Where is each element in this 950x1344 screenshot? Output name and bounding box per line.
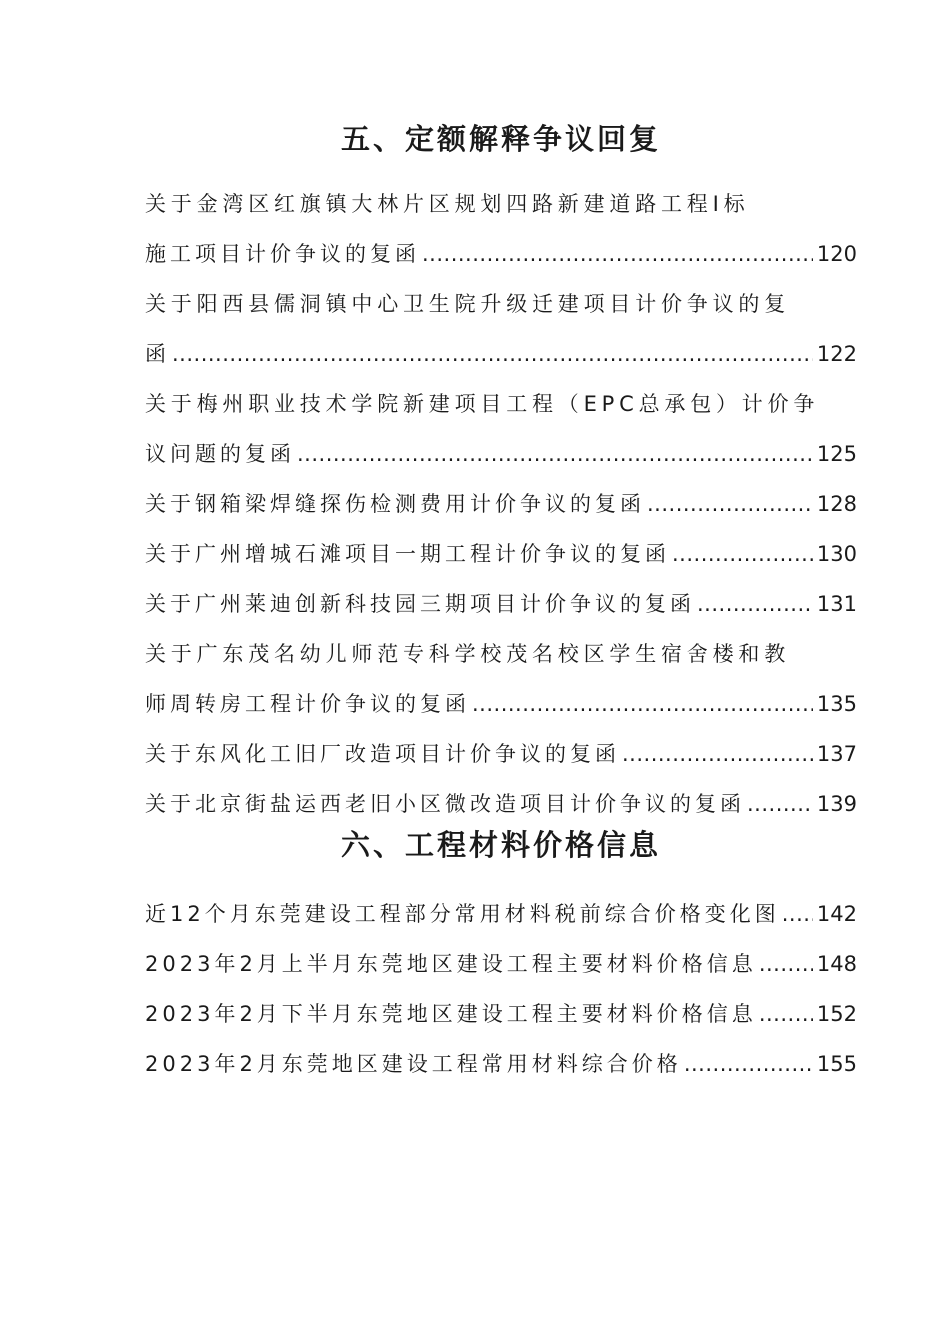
- toc-entry-line: [145, 320, 857, 370]
- toc-entry-line: [145, 670, 857, 720]
- toc-entry[interactable]: [145, 770, 857, 820]
- toc-page-number: 128: [816, 492, 857, 516]
- toc-entry-line: [145, 620, 857, 670]
- toc-page-number: 139: [816, 792, 857, 816]
- toc-entry-text: 关于北京街盐运西老旧小区微改造项目计价争议的复函: [145, 792, 745, 816]
- toc-leader-dots: [647, 488, 813, 520]
- toc-entry-line: [145, 220, 857, 270]
- toc-entry-text: 函: [145, 342, 170, 366]
- toc-entry-text: 关于广州增城石滩项目一期工程计价争议的复函: [145, 542, 670, 566]
- toc-entry[interactable]: [145, 1030, 857, 1080]
- toc-entry-text: 2023年2月上半月东莞地区建设工程主要材料价格信息: [145, 952, 757, 976]
- toc-entry-text: 2023年2月下半月东莞地区建设工程主要材料价格信息: [145, 1002, 757, 1026]
- toc-leader-dots: [672, 538, 813, 570]
- toc-entry-text: 施工项目计价争议的复函: [145, 242, 420, 266]
- toc-entry-line: [145, 420, 857, 470]
- section-title: 五、定额解释争议回复: [340, 122, 661, 156]
- toc-page-number: 135: [816, 692, 857, 716]
- toc-leader-dots: [422, 238, 813, 270]
- toc-page-number: 131: [816, 592, 857, 616]
- toc-entry[interactable]: [145, 930, 857, 980]
- toc-leader-dots: [782, 898, 813, 930]
- toc-entry[interactable]: [145, 980, 857, 1030]
- toc-page-number: 122: [816, 342, 857, 366]
- toc-entry-text: 关于广州莱迪创新科技园三期项目计价争议的复函: [145, 592, 695, 616]
- toc-leader-dots: [697, 588, 813, 620]
- toc-page-number: 120: [816, 242, 857, 266]
- toc-leader-dots: [297, 438, 813, 470]
- toc-entry[interactable]: [145, 170, 857, 270]
- toc-entry[interactable]: [145, 520, 857, 570]
- toc-leader-dots: [759, 948, 813, 980]
- toc-entry-text: 关于阳西县儒洞镇中心卫生院升级迁建项目计价争议的复: [145, 292, 790, 316]
- toc-leader-dots: [622, 738, 813, 770]
- toc-entry[interactable]: [145, 370, 857, 470]
- toc-entry-text: 关于梅州职业技术学院新建项目工程（EPC总承包）计价争: [145, 392, 820, 416]
- toc-entry-text: 关于钢箱梁焊缝探伤检测费用计价争议的复函: [145, 492, 645, 516]
- toc-leader-dots: [747, 788, 813, 820]
- toc-entry-line: [145, 270, 857, 320]
- toc-leader-dots: [759, 998, 813, 1030]
- toc-page-number: 148: [816, 952, 857, 976]
- toc-entry-text: 关于东风化工旧厂改造项目计价争议的复函: [145, 742, 620, 766]
- toc-entry-text: 议问题的复函: [145, 442, 295, 466]
- toc-entry[interactable]: [145, 720, 857, 770]
- toc-entry[interactable]: [145, 570, 857, 620]
- toc-page-number: 142: [816, 902, 857, 926]
- toc-entry-text: 师周转房工程计价争议的复函: [145, 692, 470, 716]
- toc-entry[interactable]: [145, 470, 857, 520]
- toc-page-number: 137: [816, 742, 857, 766]
- toc-entry-line: [145, 170, 857, 220]
- toc-leader-dots: [472, 688, 813, 720]
- toc-entry-line: [145, 370, 857, 420]
- toc-page-number: 125: [816, 442, 857, 466]
- toc-entry[interactable]: [145, 880, 857, 930]
- table-of-contents: [145, 110, 857, 1080]
- toc-entry[interactable]: [145, 270, 857, 370]
- toc-entry-text: 近12个月东莞建设工程部分常用材料税前综合价格变化图: [145, 902, 780, 926]
- toc-entry-text: 2023年2月东莞地区建设工程常用材料综合价格: [145, 1052, 682, 1076]
- section-title: 六、工程材料价格信息: [340, 828, 661, 862]
- toc-entry[interactable]: [145, 620, 857, 720]
- toc-page-number: 152: [816, 1002, 857, 1026]
- toc-entry-text: 关于金湾区红旗镇大林片区规划四路新建道路工程Ⅰ标: [145, 192, 750, 216]
- toc-entry-text: 关于广东茂名幼儿师范专科学校茂名校区学生宿舍楼和教: [145, 642, 790, 666]
- toc-page-number: 155: [816, 1052, 857, 1076]
- toc-leader-dots: [684, 1048, 813, 1080]
- toc-page-number: 130: [816, 542, 857, 566]
- toc-leader-dots: [172, 338, 813, 370]
